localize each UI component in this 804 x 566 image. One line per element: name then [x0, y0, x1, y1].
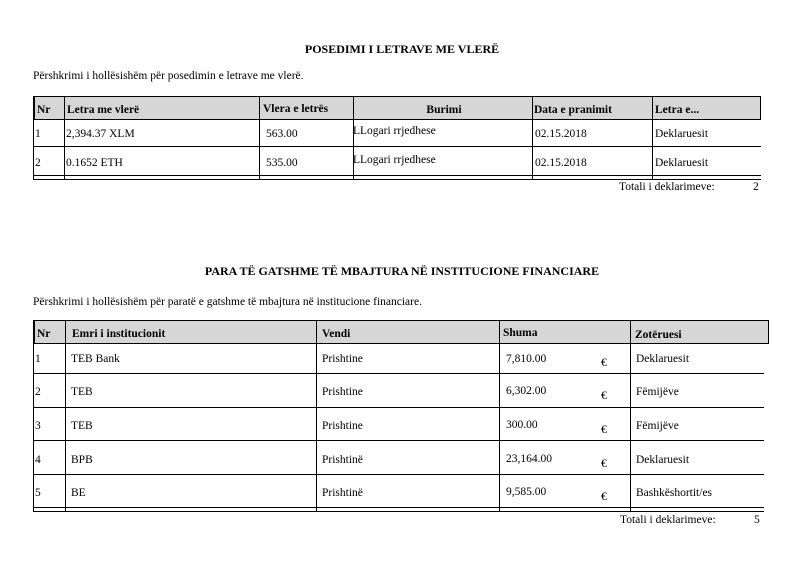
section-title-securities: POSEDIMI I LETRAVE ME VLERË — [304, 42, 500, 56]
cell-date: 02.15.2018 — [535, 128, 587, 140]
cell-institution: TEB — [71, 420, 93, 432]
cell-holder: Bashkëshortit/es — [636, 487, 713, 499]
total-value: 5 — [754, 514, 760, 526]
column-header-date: Data e pranimit — [534, 104, 612, 116]
cell-nr: 2 — [35, 386, 41, 398]
row-divider — [34, 440, 764, 441]
column-divider — [259, 96, 260, 180]
total-value: 2 — [753, 181, 759, 193]
euro-icon: € — [601, 388, 607, 402]
column-divider — [499, 320, 500, 512]
column-header-security: Letra me vlerë — [67, 104, 140, 116]
column-divider — [64, 96, 65, 180]
total-declarations-cash — [620, 514, 760, 526]
euro-icon: € — [601, 355, 607, 369]
total-label: Totali i deklarimeve: — [620, 514, 716, 526]
total-label: Totali i deklarimeve: — [619, 181, 715, 193]
cell-nr: 5 — [35, 487, 41, 499]
column-header-amount: Shuma — [503, 327, 538, 339]
cell-nr: 1 — [35, 128, 41, 140]
cell-place: Prishtine — [322, 420, 363, 432]
cell-holder: Deklaruesit — [636, 353, 690, 365]
column-divider — [630, 320, 631, 512]
euro-icon: € — [601, 422, 607, 436]
cell-place: Prishtine — [322, 386, 363, 398]
table-header — [34, 320, 769, 344]
column-header-holder: Zotëruesi — [635, 329, 682, 341]
cash-table — [33, 320, 769, 512]
column-header-source: Burimi — [426, 104, 462, 116]
cell-nr: 1 — [35, 353, 41, 365]
cell-nr: 2 — [35, 157, 41, 169]
column-header-nr: Nr — [37, 328, 51, 340]
column-divider — [65, 320, 66, 512]
cell-institution: BE — [71, 487, 86, 499]
cell-amount: 300.00 — [506, 419, 538, 431]
cell-owner: Deklaruesit — [655, 128, 709, 140]
cell-amount: 7,810.00 — [506, 353, 547, 365]
cell-source: LLogari rrjedhese — [353, 154, 436, 166]
euro-icon: € — [601, 456, 607, 470]
cell-place: Prishtine — [322, 353, 363, 365]
row-divider — [34, 146, 761, 147]
cell-nr: 3 — [35, 420, 41, 432]
euro-icon: € — [601, 489, 607, 503]
cell-security: 2,394.37 XLM — [66, 128, 135, 140]
row-divider — [34, 179, 761, 180]
cell-institution: BPB — [71, 454, 93, 466]
cell-value: 563.00 — [266, 128, 298, 140]
cell-value: 535.00 — [266, 157, 298, 169]
column-header-place: Vendi — [322, 328, 351, 340]
column-header-nr: Nr — [37, 104, 51, 116]
column-divider — [316, 320, 317, 512]
row-divider — [34, 373, 764, 374]
cell-holder: Fëmijëve — [636, 420, 679, 432]
column-divider — [353, 96, 354, 180]
cell-holder: Fëmijëve — [636, 386, 679, 398]
column-header-type: Letra e... — [655, 104, 700, 116]
cell-holder: Deklaruesit — [636, 454, 690, 466]
column-divider — [652, 96, 653, 180]
cell-place: Prishtinë — [322, 487, 363, 499]
cell-source: LLogari rrjedhese — [353, 125, 436, 137]
cell-nr: 4 — [35, 454, 41, 466]
cell-security: 0.1652 ETH — [66, 157, 123, 169]
section-description-cash: Përshkrimi i hollësishëm për paratë e gatshme të mbajtura në institucione financiare. — [33, 296, 422, 308]
total-declarations-securities — [619, 181, 759, 193]
cell-amount: 9,585.00 — [506, 486, 547, 498]
cell-date: 02.15.2018 — [535, 157, 587, 169]
row-divider — [34, 407, 764, 408]
cell-owner: Deklaruesit — [655, 157, 709, 169]
row-divider — [34, 474, 764, 475]
cell-place: Prishtinë — [322, 454, 363, 466]
row-divider — [34, 511, 764, 512]
row-divider — [34, 507, 764, 508]
cell-amount: 6,302.00 — [506, 385, 547, 397]
section-description-securities: Përshkrimi i hollësishëm për posedimin e letrave me vlerë. — [33, 70, 304, 82]
row-divider — [34, 175, 761, 176]
column-header-value: Vlera e letrës — [263, 103, 329, 115]
section-title-cash: PARA TË GATSHME TË MBAJTURA NË INSTITUCIONE FINANCIARE — [204, 264, 600, 278]
securities-table — [33, 96, 761, 180]
cell-institution: TEB — [71, 386, 93, 398]
cell-amount: 23,164.00 — [506, 453, 552, 465]
cell-institution: TEB Bank — [71, 353, 120, 365]
column-divider — [532, 96, 533, 180]
column-header-institution: Emri i institucionit — [72, 328, 166, 340]
